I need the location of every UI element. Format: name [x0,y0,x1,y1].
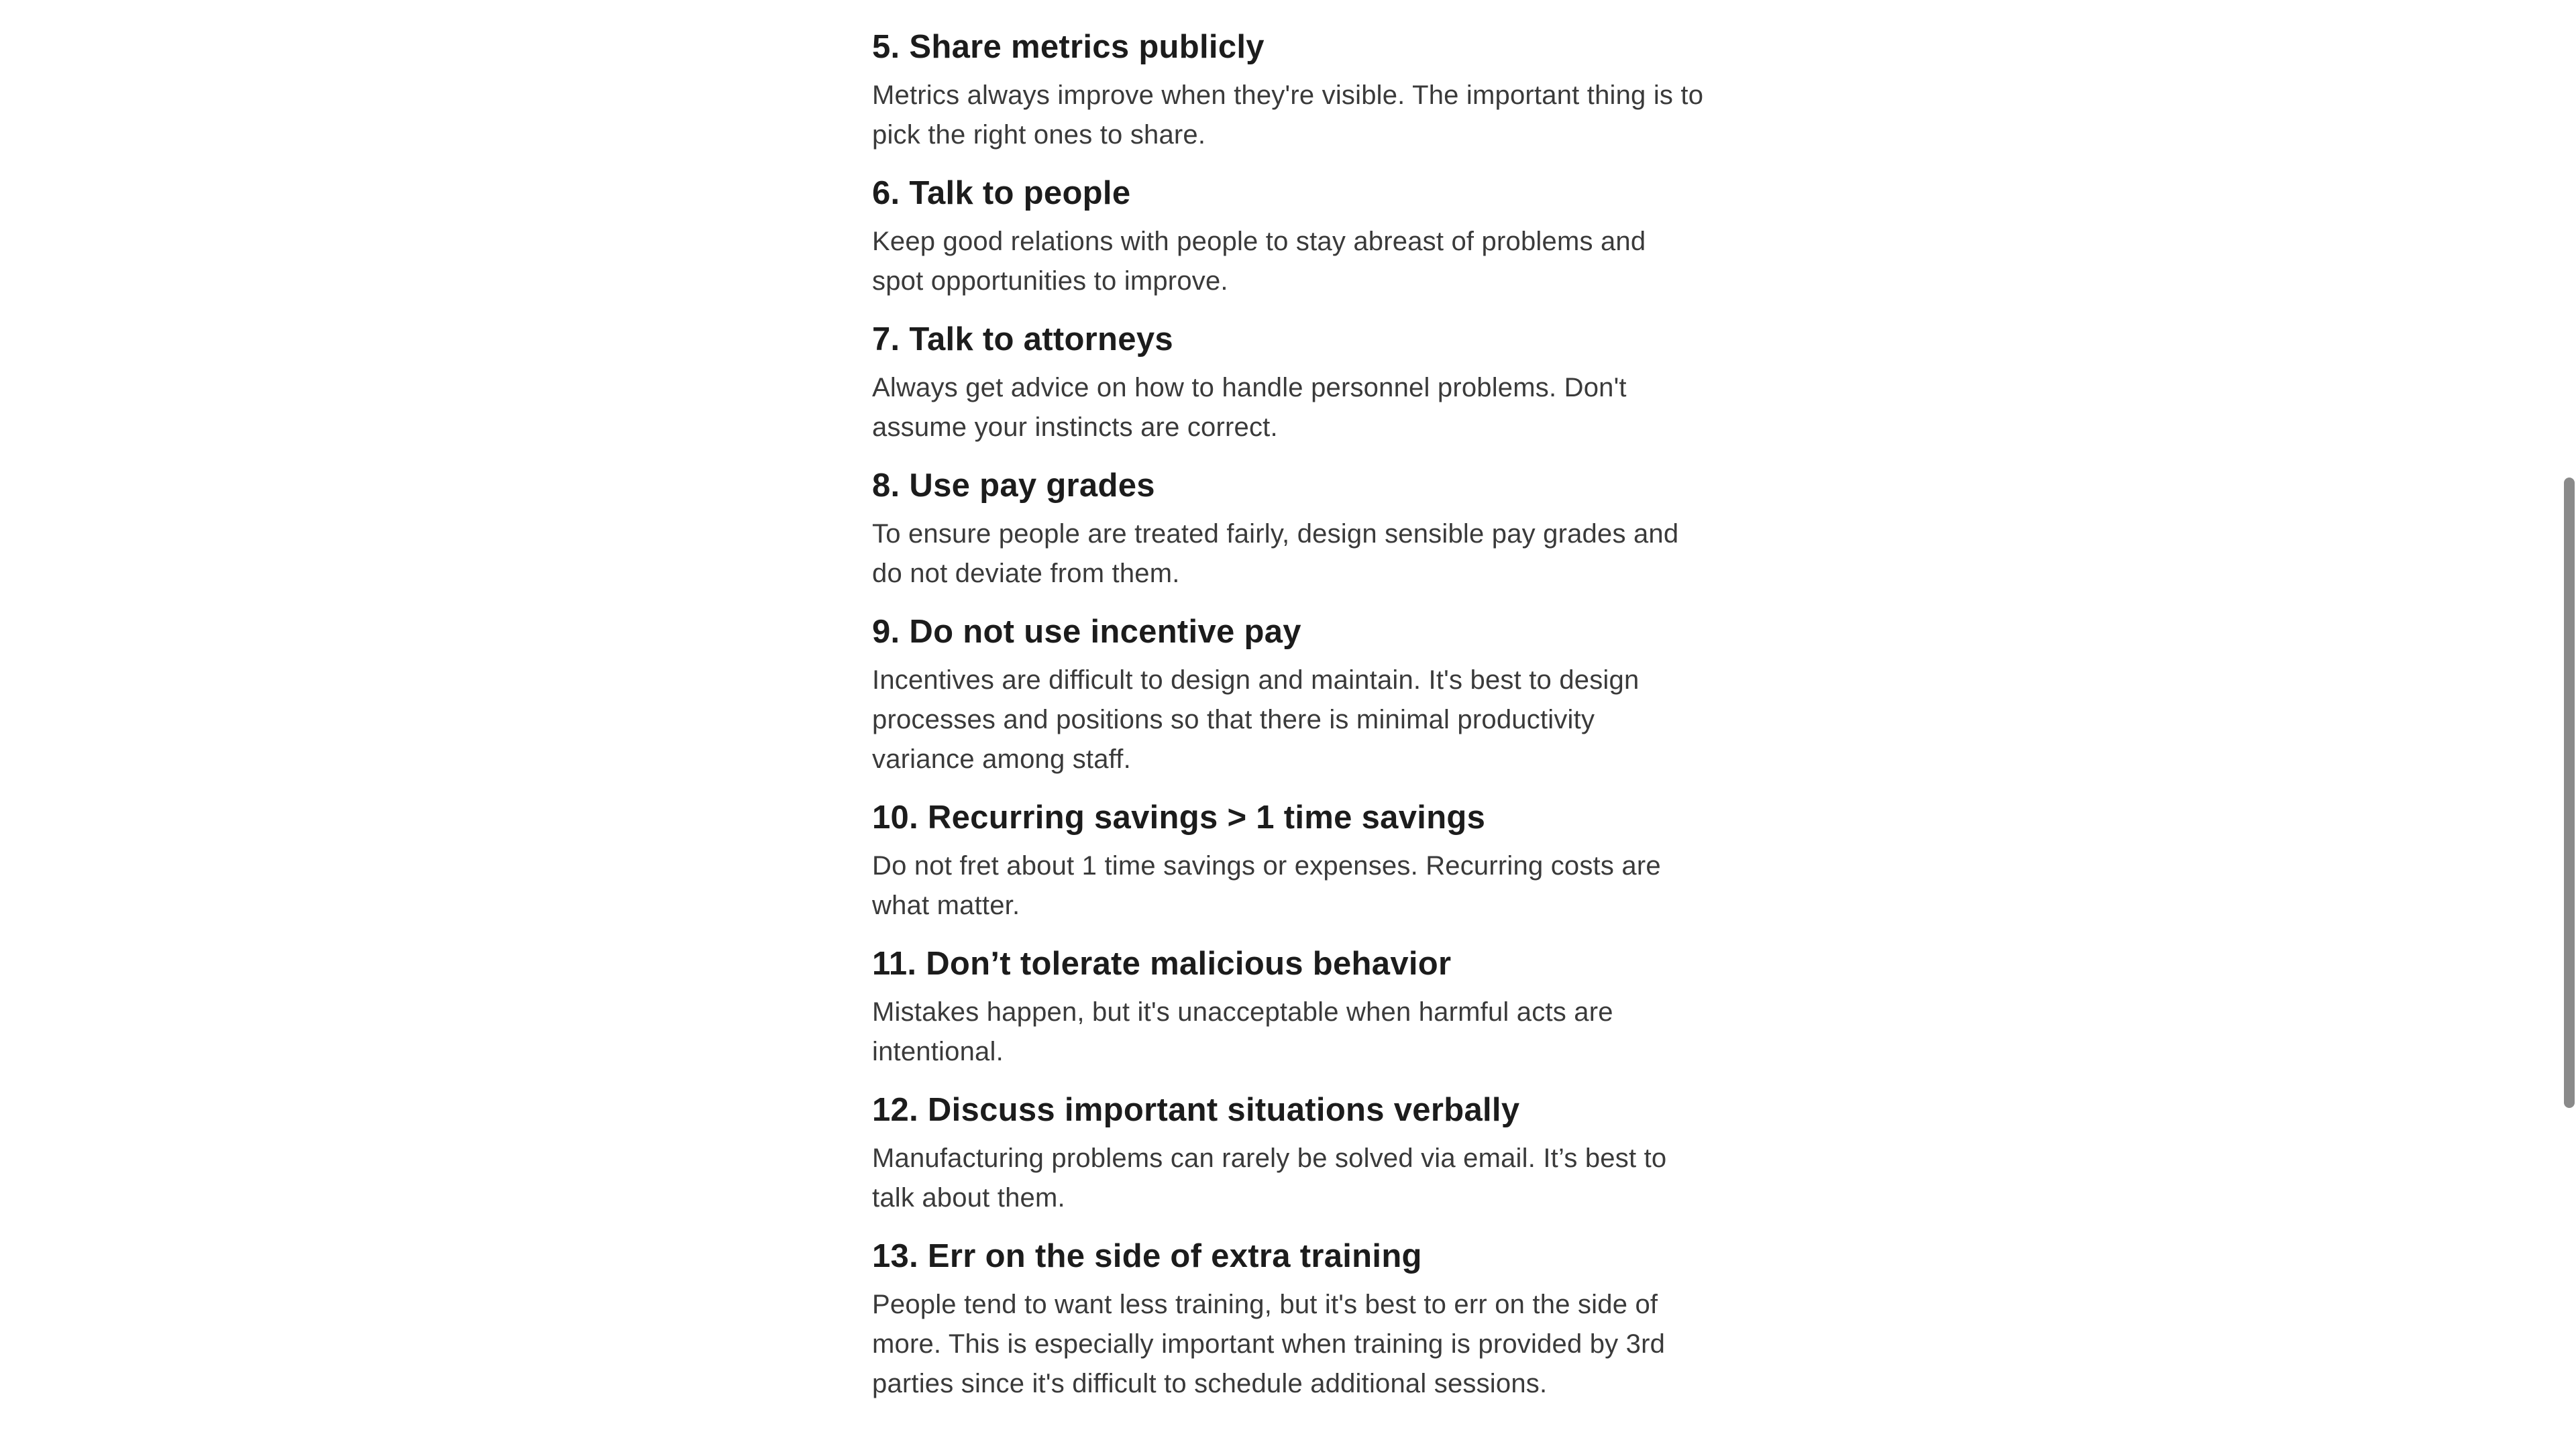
scrollbar-thumb[interactable] [2564,478,2575,1108]
section-pay-grades [872,462,1704,594]
section-heading: 11. Don’t tolerate malicious behavior [872,946,1452,982]
section-body: Do not fret about 1 time savings or expenses. Recurring costs are what matter. [872,851,1661,920]
section-body: Metrics always improve when they're visible. The important thing is to pick the right ones to share. [872,80,1704,150]
section-heading: 7. Talk to attorneys [872,321,1173,357]
section-body: To ensure people are treated fairly, design sensible pay grades and do not deviate from them. [872,519,1679,588]
section-recurring-savings [872,794,1704,926]
section-body: Always get advice on how to handle personnel problems. Don't assume your instincts are correct. [872,373,1627,442]
section-incentive-pay [872,608,1704,779]
section-body: People tend to want less training, but it's best to err on the side of more. This is especially important when training is provided by 3rd parties since it's difficult to schedule additional sessions. [872,1290,1666,1398]
section-extra-training [872,1233,1704,1404]
section-heading: 13. Err on the side of extra training [872,1238,1422,1274]
section-heading: 5. Share metrics publicly [872,29,1265,65]
section-discuss-verbally [872,1087,1704,1218]
section-body: Manufacturing problems can rarely be solved via email. It’s best to talk about them. [872,1144,1667,1213]
section-body: Incentives are difficult to design and maintain. It's best to design processes and positions so that there is minimal productivity variance among staff. [872,665,1640,774]
section-share-metrics [872,23,1704,155]
section-heading: 6. Talk to people [872,175,1131,211]
vertical-scrollbar[interactable] [2561,0,2576,1448]
section-malicious-behavior [872,940,1704,1072]
section-heading: 10. Recurring savings > 1 time savings [872,799,1486,836]
section-body: Mistakes happen, but it's unacceptable when harmful acts are intentional. [872,997,1613,1066]
section-heading: 8. Use pay grades [872,467,1155,504]
section-talk-to-attorneys [872,316,1704,447]
section-talk-to-people [872,170,1704,301]
section-heading: 9. Do not use incentive pay [872,614,1301,650]
article-content [872,23,1704,1418]
section-body: Keep good relations with people to stay abreast of problems and spot opportunities to improve. [872,227,1646,296]
section-heading: 12. Discuss important situations verbally [872,1092,1520,1128]
